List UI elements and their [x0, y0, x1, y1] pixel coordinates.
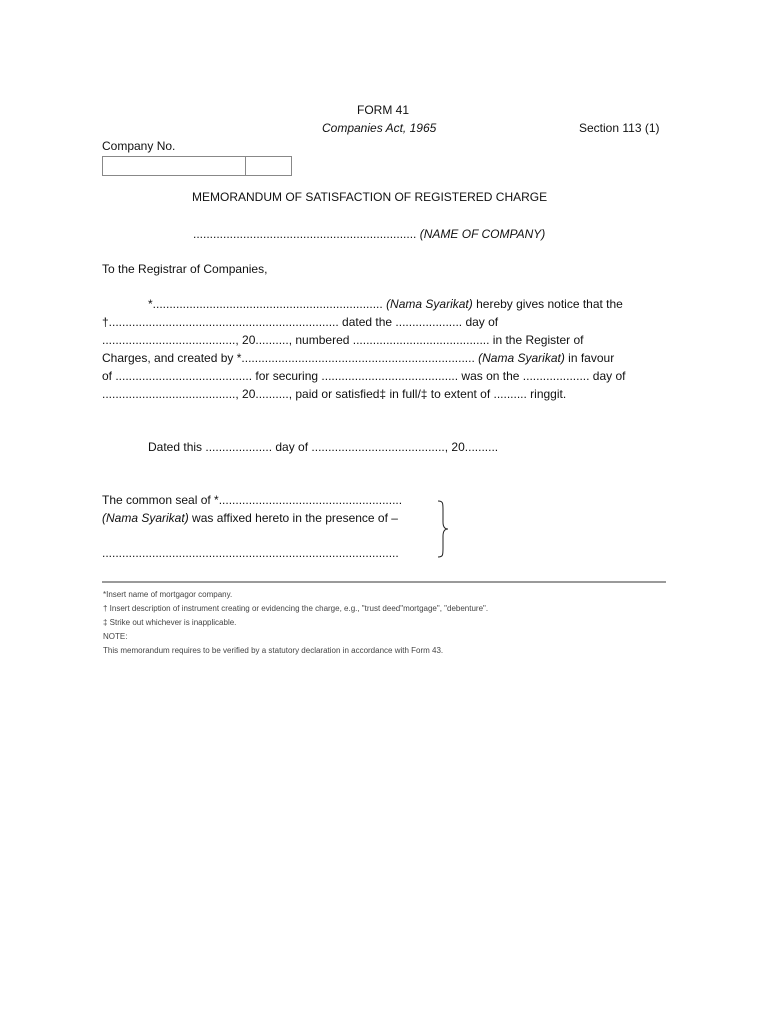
seal-company-caption: (Nama Syarikat) [102, 511, 189, 525]
body-line-4-text: in favour [568, 351, 615, 365]
mortgagor-caption: (Nama Syarikat) [386, 297, 473, 311]
body-line-5: of ......................................... for securing ......................................... was on the .................... day of [102, 369, 626, 383]
company-name-line [193, 227, 545, 241]
company-no-suffix-field[interactable] [245, 156, 292, 176]
dated-line: Dated this .................... day of ........................................, 20.......... [148, 440, 499, 454]
act-title: Companies Act, 1965 [322, 121, 437, 135]
company-no-field[interactable] [102, 156, 246, 176]
document-title: MEMORANDUM OF SATISFACTION OF REGISTERED CHARGE [192, 190, 548, 204]
company-no-label: Company No. [102, 139, 176, 153]
form-number: FORM 41 [357, 103, 410, 117]
seal-line-2 [102, 511, 398, 525]
note-text: This memorandum requires to be verified by a statutory declaration in accordance with Form 43. [103, 646, 444, 655]
footnote-asterisk: *Insert name of mortgagor company. [103, 590, 233, 599]
company-name-blank: ................................................................... [193, 227, 417, 241]
body-line-1 [148, 297, 623, 311]
creator-text: Charges, and created by *...................................................................... [102, 351, 475, 365]
note-heading: NOTE: [103, 632, 128, 641]
body-line-6: ........................................, 20.........., paid or satisfied‡ in full/‡ to extent of .......... ringgit. [102, 387, 567, 401]
brace-icon [436, 500, 450, 558]
seal-line-2-text: was affixed hereto in the presence of – [192, 511, 398, 525]
mortgagor-blank: *..................................................................... [148, 297, 383, 311]
signature-line: ......................................................................................... [102, 546, 399, 560]
body-line-1-text: hereby gives notice that the [476, 297, 623, 311]
seal-line-1: The common seal of *....................................................... [102, 493, 403, 507]
creator-caption: (Nama Syarikat) [478, 351, 565, 365]
addressee: To the Registrar of Companies, [102, 262, 268, 276]
footnote-dagger: † Insert description of instrument creating or evidencing the charge, e.g., "trust deed"mortgage", "debenture". [103, 604, 489, 613]
footer-divider [102, 581, 666, 583]
section-reference: Section 113 (1) [579, 121, 660, 135]
company-name-caption: (NAME OF COMPANY) [419, 227, 546, 241]
body-line-2: †..................................................................... dated the .................... day of [102, 315, 499, 329]
body-line-3: ........................................, 20.........., numbered ......................................... in the Register of [102, 333, 584, 347]
footnote-double-dagger: ‡ Strike out whichever is inapplicable. [103, 618, 237, 627]
body-line-4 [102, 351, 614, 365]
